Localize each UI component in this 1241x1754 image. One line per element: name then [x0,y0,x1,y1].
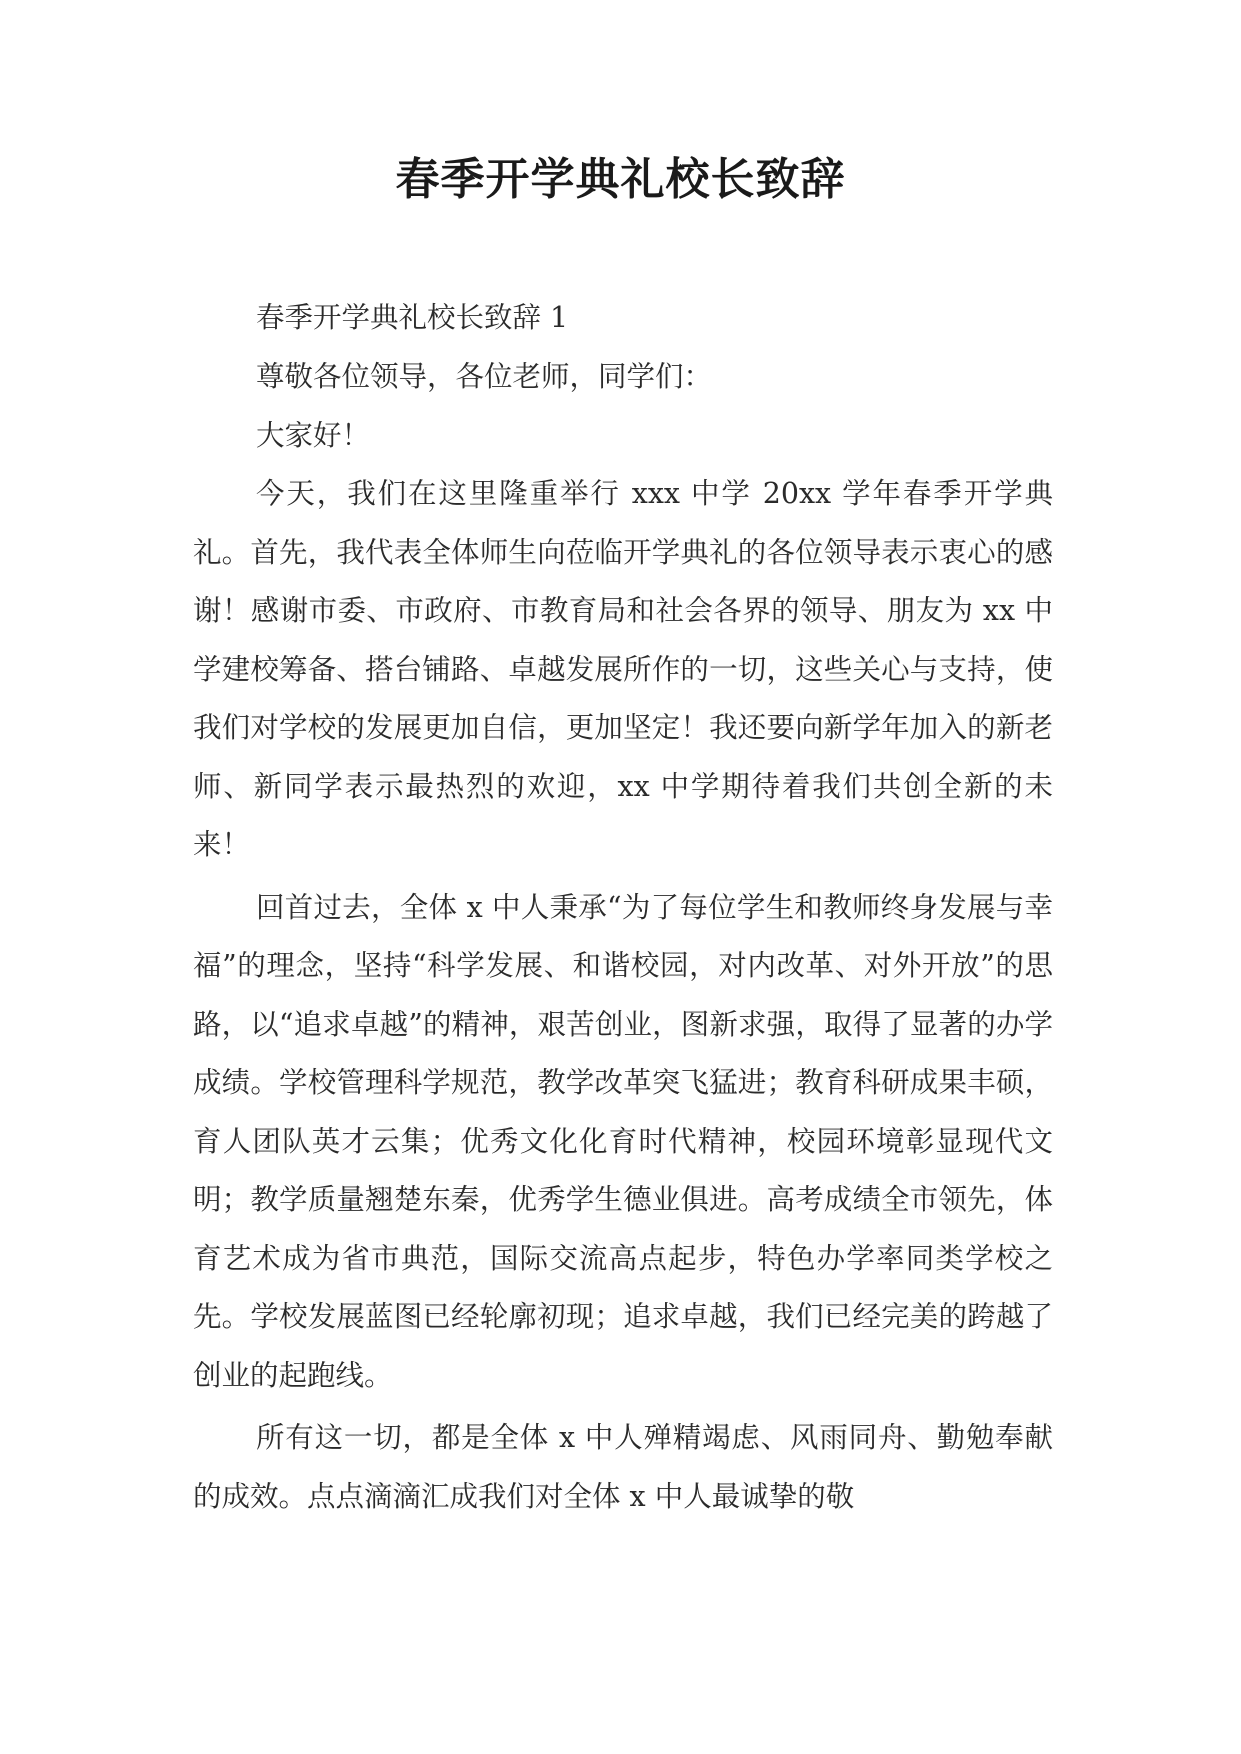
paragraph: 所有这一切，都是全体 x 中人殚精竭虑、风雨同舟、勤勉奉献的成效。点点滴滴汇成我们对全体 x 中人最诚挚的敬 [193,1421,1053,1513]
paragraph: 回首过去，全体 x 中人秉承“为了每位学生和教师终身发展与幸福”的理念，坚持“科学发展、和谐校园，对内改革、对外开放”的思路，以“追求卓越”的精神，艰苦创业，图新求强，取得了显著的办学成绩。学校管理科学规范，教学改革突飞猛进；教育科研成果丰硕，育人团队英才云集；优秀文化化育时代精神，校园环境彰显现代文明；教学质量翘楚东秦，优秀学生德业俱进。高考成绩全市领先，体育艺术成为省市典范，国际交流高点起步，特色办学率同类学校之先。学校发展蓝图已经轮廓初现；追求卓越，我们已经完美的跨越了创业的起跑线。 [193,890,1053,1392]
document-title: 春季开学典礼校长致辞 [395,154,846,205]
salutation: 尊敬各位领导，各位老师，同学们： [256,360,713,393]
paragraph: 今天，我们在这里隆重举行 xxx 中学 20xx 学年春季开学典礼。首先，我代表全体师生向莅临开学典礼的各位领导表示衷心的感谢！感谢市委、市政府、市教育局和社会各界的领导、朋友为 xx 中学建校筹备、搭台铺路、卓越发展所作的一切，这些关心与支持，使我们对学校的发展更加自信，更加坚定！我还要向新学年加入的新老师、新同学表示最热烈的欢迎，xx 中学期待着我们共创全新的未来！ [193,477,1053,861]
document-body [193,288,1053,1526]
section-heading: 春季开学典礼校长致辞 1 [256,301,569,334]
greeting: 大家好！ [256,419,371,452]
